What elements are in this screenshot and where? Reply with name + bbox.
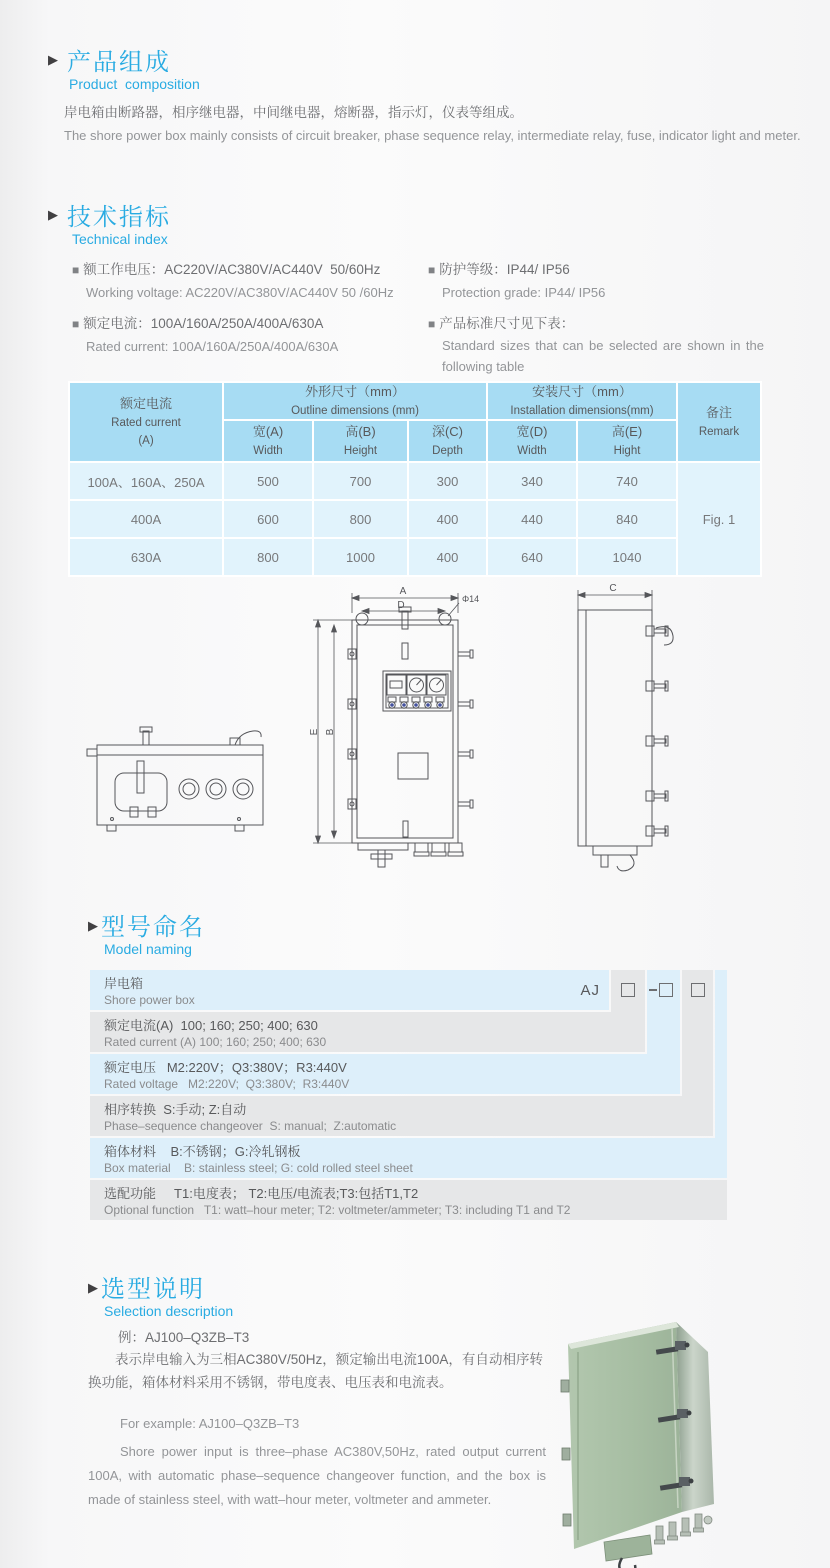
- dimension-lines: [313, 593, 459, 843]
- dim-label-b: B: [325, 728, 336, 736]
- spec-rated-current-zh: ■ 额定电流：100A/160A/250A/400A/630A: [72, 316, 324, 331]
- dim-label-a: A: [399, 586, 407, 597]
- col-header-install: 安装尺寸（mm） Installation dimensions(mm): [488, 383, 676, 419]
- technical-drawing: [85, 583, 765, 888]
- cell-current: 630A: [70, 539, 222, 575]
- section-arrow-icon: ▶: [48, 52, 58, 67]
- cell-depth: 300: [409, 463, 486, 499]
- table-row: [70, 501, 760, 537]
- spec-working-voltage-zh: ■ 额工作电压：AC220V/AC380V/AC440V 50/60Hz: [72, 262, 381, 277]
- selection-title-en: Selection description: [104, 1303, 234, 1319]
- model-row-rated-voltage: 额定电压 M2:220V；Q3:380V；R3:440V Rated voltage M2:220V; Q3:380V; R3:440V: [90, 1054, 680, 1094]
- model-row-rated-current: 额定电流(A) 100; 160; 250; 400; 630 Rated current (A) 100; 160; 250; 400; 630: [90, 1012, 645, 1052]
- col-header-width-a: 宽(A) Width: [224, 421, 312, 461]
- cell-depth: 400: [409, 501, 486, 537]
- hinge: [561, 1380, 569, 1392]
- spec-standard-size-zh: ■ 产品标准尺寸见下表：: [428, 316, 575, 331]
- model-naming-title-en: Model naming: [104, 941, 192, 957]
- cell-remark: Fig. 1: [678, 463, 760, 575]
- spec-standard-size-en: Standard sizes that can be selected are shown in the following table: [442, 338, 764, 374]
- bottom-gland-box: [604, 1535, 652, 1561]
- model-naming-title-zh: 型号命名: [101, 914, 205, 941]
- cell-width: 800: [224, 539, 312, 575]
- selection-example-zh: 例：AJ100–Q3ZB–T3: [118, 1330, 250, 1345]
- model-naming-diagram: [90, 970, 727, 1222]
- col-header-rated-current: 额定电流 Rated current (A): [70, 383, 222, 461]
- table-row: [70, 539, 760, 575]
- bottom-view-drawing: [87, 727, 263, 831]
- code-box-material: [691, 983, 705, 997]
- col-header-width-d: 宽(D) Width: [488, 421, 576, 461]
- code-box-voltage-phase: [659, 983, 673, 997]
- code-dash: [649, 989, 657, 991]
- dim-label-d: D: [397, 600, 405, 611]
- spec-rated-current-en: Rated current: 100A/160A/250A/400A/630A: [86, 339, 339, 354]
- cell-width: 500: [224, 463, 312, 499]
- bottom-hook: [619, 1558, 635, 1568]
- composition-body-zh: 岸电箱由断路器，相序继电器，中间继电器，熔断器，指示灯，仪表等组成。: [64, 105, 523, 120]
- col-header-remark: 备注 Remark: [678, 383, 760, 461]
- dim-label-e: E: [309, 728, 320, 736]
- cell-install-width: 340: [488, 463, 576, 499]
- green-cabinet: [561, 1322, 714, 1568]
- composition-title-en: Product composition: [69, 76, 200, 92]
- selection-desc-zh: 表示岸电输入为三相AC380V/50Hz，额定输出电流100A，有自动相序转换功能，箱体材料采用不锈钢，带电度表、电压表和电流表。: [88, 1352, 543, 1390]
- model-code-prefix: AJ: [580, 982, 600, 999]
- square-bullet-icon: ■: [72, 263, 80, 277]
- cell-install-width: 440: [488, 501, 576, 537]
- dim-label-c: C: [609, 583, 617, 594]
- square-bullet-icon: ■: [72, 317, 80, 331]
- section-arrow-icon: ▶: [48, 207, 58, 222]
- section-arrow-icon: ▶: [88, 1280, 98, 1295]
- square-bullet-icon: ■: [428, 263, 436, 277]
- cell-current: 400A: [70, 501, 222, 537]
- spec-working-voltage-en: Working voltage: AC220V/AC380V/AC440V 50 /60Hz: [86, 285, 394, 300]
- technical-title-en: Technical index: [72, 231, 168, 247]
- dimension-table: [68, 381, 762, 577]
- composition-title-zh: 产品组成: [67, 49, 171, 76]
- composition-body-en: The shore power box mainly consists of circuit breaker, phase sequence relay, intermediate relay, fuse, indicator light and meter.: [64, 128, 801, 143]
- cell-width: 600: [224, 501, 312, 537]
- model-row-shore-power-box: 岸电箱 Shore power box AJ: [90, 970, 609, 1010]
- hinge: [563, 1514, 571, 1526]
- spec-protection-zh: ■ 防护等级：IP44/ IP56: [428, 262, 570, 277]
- product-photo: [548, 1292, 814, 1568]
- dim-label-phi14: Φ14: [462, 594, 480, 604]
- cell-depth: 400: [409, 539, 486, 575]
- cell-height: 800: [314, 501, 407, 537]
- cell-install-hight: 1040: [578, 539, 676, 575]
- cable-glands: [655, 1514, 713, 1544]
- spec-protection-en: Protection grade: IP44/ IP56: [442, 285, 606, 300]
- table-row: [70, 463, 760, 499]
- col-header-outline: 外形尺寸（mm） Outline dimensions (mm): [224, 383, 486, 419]
- section-arrow-icon: ▶: [88, 918, 98, 933]
- model-row-box-material: 箱体材料 B:不锈钢；G:冷轧钢板 Box material B: stainless steel; G: cold rolled steel sheet: [90, 1138, 727, 1178]
- col-header-hight-e: 高(E) Hight: [578, 421, 676, 461]
- cell-install-width: 640: [488, 539, 576, 575]
- selection-title-zh: 选型说明: [101, 1276, 205, 1303]
- col-header-depth-c: 深(C) Depth: [409, 421, 486, 461]
- selection-desc-en: Shore power input is three–phase AC380V,50Hz, rated output current 100A, with automatic phase–sequence changeover function, and the box is made of stainless steel, with watt–hour meter, voltmeter and ammeter.: [88, 1444, 546, 1507]
- model-row-optional-function: 选配功能 T1:电度表； T2:电压/电流表;T3:包括T1,T2 Optional function T1: watt–hour meter; T2: voltmeter/ammeter; T3: including T1 and T2: [90, 1180, 727, 1220]
- selection-example-en: For example: AJ100–Q3ZB–T3: [120, 1416, 300, 1431]
- front-view-drawing: [348, 607, 473, 867]
- hinge: [562, 1448, 570, 1460]
- model-row-phase-sequence: 相序转换 S:手动; Z:自动 Phase–sequence changeover S: manual; Z:automatic: [90, 1096, 713, 1136]
- cell-install-hight: 840: [578, 501, 676, 537]
- cabinet-door-face: [568, 1322, 682, 1549]
- cell-current: 100A、160A、250A: [70, 463, 222, 499]
- code-box-current: [621, 983, 635, 997]
- side-view-drawing: [578, 610, 673, 871]
- cell-height: 1000: [314, 539, 407, 575]
- cell-install-hight: 740: [578, 463, 676, 499]
- col-header-height-b: 高(B) Height: [314, 421, 407, 461]
- technical-title-zh: 技术指标: [67, 204, 171, 231]
- cell-height: 700: [314, 463, 407, 499]
- square-bullet-icon: ■: [428, 317, 436, 331]
